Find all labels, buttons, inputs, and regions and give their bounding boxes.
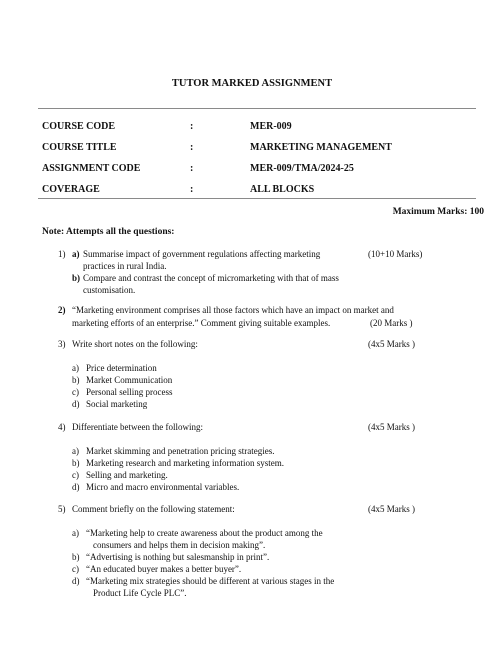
- q3-item-b-letter: b): [72, 375, 80, 385]
- course-code-label: COURSE CODE: [42, 121, 116, 132]
- q4-item-b-letter: b): [72, 458, 80, 468]
- q5-item-b-text: “Advertising is nothing but salesmanship in print”.: [86, 552, 270, 562]
- meta-divider: [38, 198, 476, 199]
- q5-item-d-letter: d): [72, 576, 80, 586]
- q1-b-line1: Compare and contrast the concept of micromarketing with that of mass: [83, 273, 339, 283]
- q3-text: Write short notes on the following:: [72, 339, 198, 349]
- q3-item-d-letter: d): [72, 399, 80, 409]
- instructions-note: Note: Attempts all the questions:: [42, 227, 175, 237]
- q4-marks: (4x5 Marks ): [368, 422, 415, 432]
- q1-marks: (10+10 Marks): [368, 249, 423, 259]
- coverage-colon: :: [190, 184, 194, 195]
- q4-item-d-letter: d): [72, 482, 80, 492]
- assignment-code-label: ASSIGNMENT CODE: [42, 163, 141, 174]
- coverage-label: COVERAGE: [42, 184, 100, 195]
- q3-item-d-text: Social marketing: [86, 399, 148, 409]
- q5-item-a-line2: consumers and helps them in decision making”.: [93, 540, 266, 550]
- q1-b-letter: b): [72, 273, 81, 283]
- course-code-value: MER-009: [250, 121, 292, 132]
- q3-item-a-text: Price determination: [86, 363, 157, 373]
- q1-b-line2: customisation.: [83, 285, 136, 295]
- q2-number: 2): [58, 305, 66, 315]
- course-code-colon: :: [190, 121, 194, 132]
- course-title-value: MARKETING MANAGEMENT: [250, 142, 392, 153]
- q5-item-c-text: “An educated buyer makes a better buyer”.: [86, 564, 242, 574]
- q4-item-a-letter: a): [72, 446, 79, 456]
- q3-number: 3): [58, 339, 66, 349]
- q4-item-b-text: Marketing research and marketing information system.: [86, 458, 284, 468]
- assignment-code-value: MER-009/TMA/2024-25: [250, 163, 354, 174]
- q4-item-c-letter: c): [72, 470, 79, 480]
- q5-item-c-letter: c): [72, 564, 79, 574]
- q4-item-d-text: Micro and macro environmental variables.: [86, 482, 240, 492]
- q1-a-letter: a): [72, 249, 80, 259]
- q2-marks: (20 Marks ): [370, 318, 413, 328]
- q2-line2: marketing efforts of an enterprise.” Comment giving suitable examples.: [72, 318, 331, 328]
- q4-item-a-text: Market skimming and penetration pricing strategies.: [86, 446, 275, 456]
- q4-number: 4): [58, 422, 66, 432]
- q3-item-b-text: Market Communication: [86, 375, 173, 385]
- q3-item-c-text: Personal selling process: [86, 387, 173, 397]
- q5-item-a-line1: “Marketing help to create awareness about the product among the: [86, 528, 323, 538]
- course-title-label: COURSE TITLE: [42, 142, 117, 153]
- q5-text: Comment briefly on the following statement:: [72, 504, 235, 514]
- q4-item-c-text: Selling and marketing.: [86, 470, 168, 480]
- q5-number: 5): [58, 504, 66, 514]
- q1-a-line2: practices in rural India.: [83, 261, 167, 271]
- assignment-code-colon: :: [190, 163, 194, 174]
- q5-item-a-letter: a): [72, 528, 79, 538]
- coverage-value: ALL BLOCKS: [250, 184, 315, 195]
- q5-marks: (4x5 Marks ): [368, 504, 415, 514]
- q3-item-c-letter: c): [72, 387, 79, 397]
- q1-a-line1: Summarise impact of government regulations affecting marketing: [83, 249, 321, 259]
- q4-text: Differentiate between the following:: [72, 422, 204, 432]
- q5-item-b-letter: b): [72, 552, 80, 562]
- q1-number: 1): [58, 249, 66, 259]
- page-title: TUTOR MARKED ASSIGNMENT: [171, 78, 333, 89]
- q2-line1: “Marketing environment comprises all those factors which have an impact on market and: [72, 305, 394, 315]
- top-divider: [38, 108, 476, 109]
- course-title-colon: :: [190, 142, 194, 153]
- q5-item-d-line1: “Marketing mix strategies should be different at various stages in the: [86, 576, 335, 586]
- q5-item-d-line2: Product Life Cycle PLC”.: [93, 588, 187, 598]
- q3-item-a-letter: a): [72, 363, 79, 373]
- q3-marks: (4x5 Marks ): [368, 339, 415, 349]
- maximum-marks: Maximum Marks: 100: [392, 207, 484, 217]
